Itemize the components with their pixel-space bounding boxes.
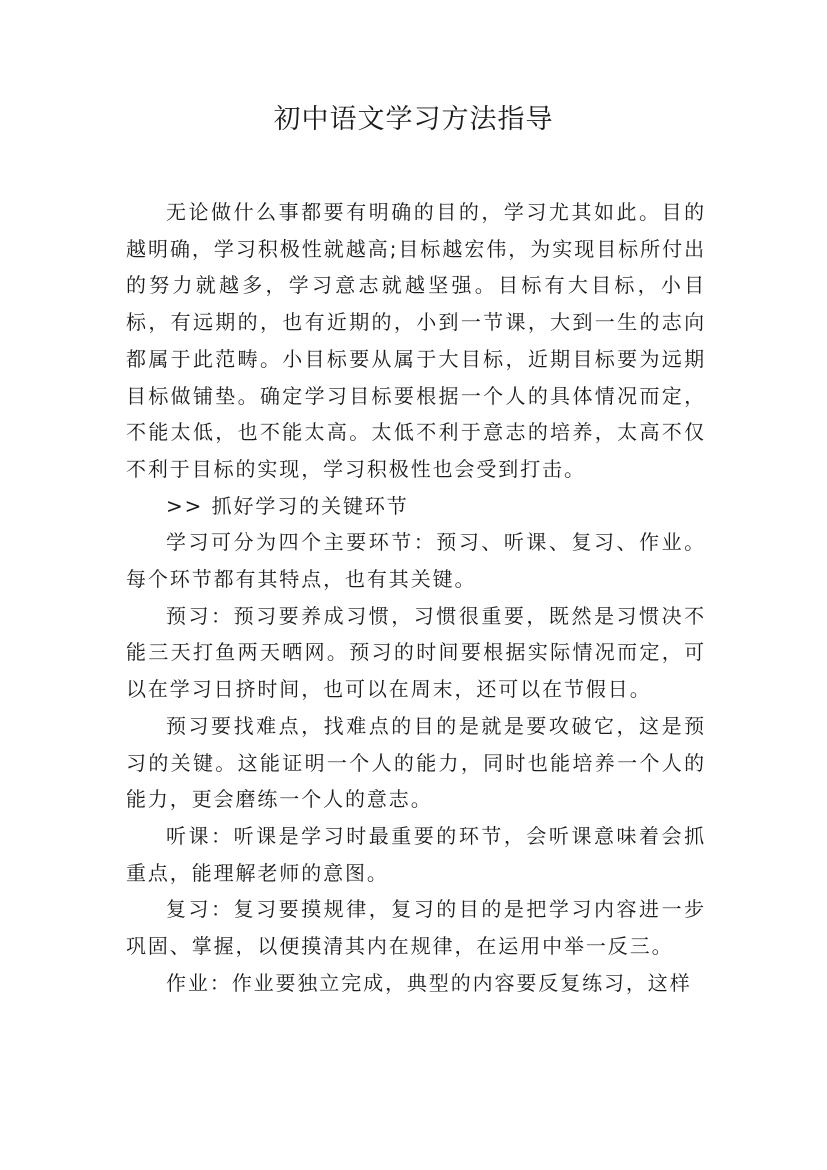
section-heading-key-steps: >> 抓好学习的关键环节 — [166, 493, 409, 518]
document-title: 初中语文学习方法指导 — [273, 104, 554, 135]
paragraph-preview-difficulty: 预习要找难点，找难点的目的是就是要攻破它，这是预习的关键。这能证明一个人的能力，同时也能培养一个人的能力，更会磨练一个人的意志。 — [126, 713, 706, 812]
paragraph-preview-habit: 预习：预习要养成习惯，习惯很重要，既然是习惯决不能三天打鱼两天晒网。预习的时间要根据实际情况而定，可以在学习日挤时间，也可以在周末，还可以在节假日。 — [126, 603, 706, 702]
paragraph-listening: 听课：听课是学习时最重要的环节，会听课意味着会抓重点，能理解老师的意图。 — [126, 823, 706, 885]
paragraph-four-steps: 学习可分为四个主要环节：预习、听课、复习、作业。每个环节都有其特点，也有其关键。 — [126, 530, 706, 592]
paragraph-homework: 作业：作业要独立完成，典型的内容要反复练习，这样 — [166, 970, 692, 995]
document-body — [126, 194, 706, 1001]
paragraph-review: 复习：复习要摸规律，复习的目的是把学习内容进一步巩固、掌握，以便摸清其内在规律，在运用中举一反三。 — [126, 897, 706, 959]
paragraph-goals: 无论做什么事都要有明确的目的，学习尤其如此。目的越明确，学习积极性就越高;目标越宏伟，为实现目标所付出的努力就越多，学习意志就越坚强。目标有大目标，小目标，有远期的，也有近期的，小到一节课，大到一生的志向都属于此范畴。小目标要从属于大目标，近期目标要为远期目标做铺垫。确定学习目标要根据一个人的具体情况而定，不能太低，也不能太高。太低不利于意志的培养，太高不仅不利于目标的实现，学习积极性也会受到打击。 — [126, 200, 706, 481]
